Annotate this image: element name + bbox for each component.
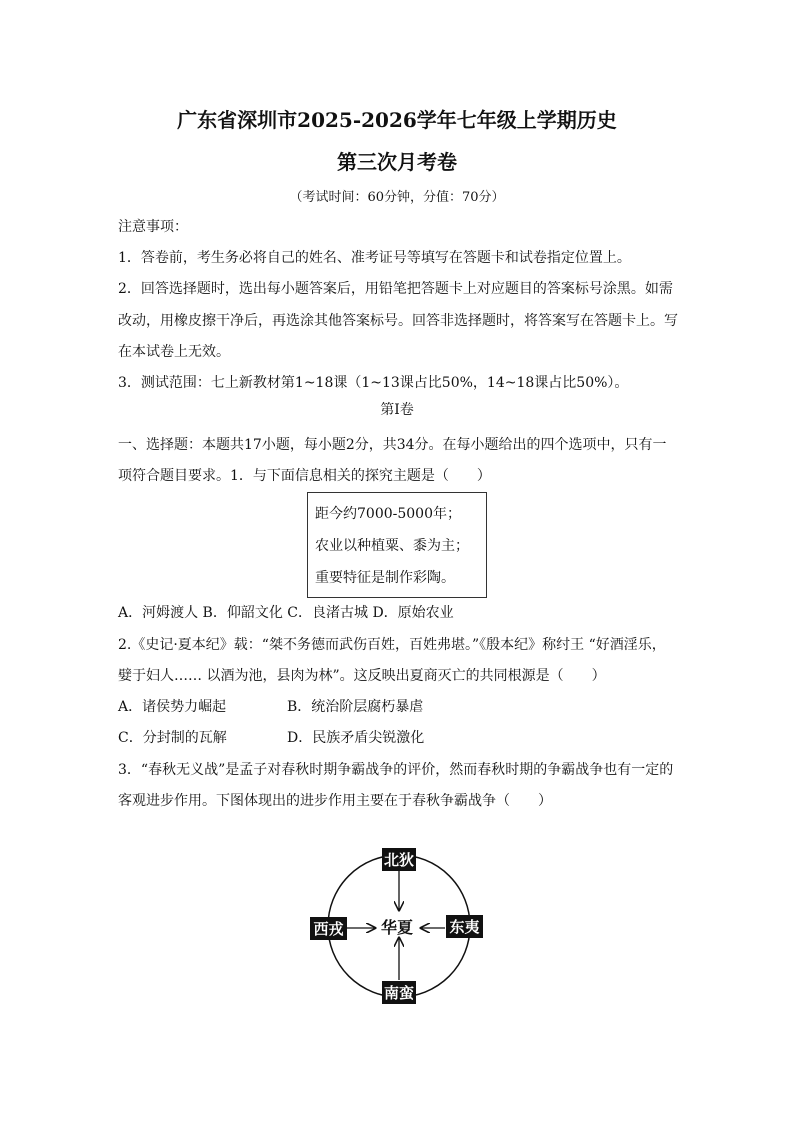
q2-option-c: C．分封制的瓦解	[118, 730, 227, 746]
label-south	[382, 981, 416, 1004]
section-instruction-line2: 项符合题目要求。1．与下面信息相关的探究主题是（ ）	[118, 468, 491, 484]
label-west-text: 西戎	[313, 920, 344, 938]
label-north-text: 北狄	[383, 851, 415, 869]
section-instruction-line1: 一、选择题：本题共17小题，每小题2分，共34分。在每小题给出的四个选项中，只有一	[118, 437, 667, 453]
q2-option-d: D．民族矛盾尖锐激化	[287, 730, 425, 746]
q1-options: A．河姆渡人 B．仰韶文化 C．良渚古城 D．原始农业	[118, 605, 454, 621]
q3-stem-line1: 3．“春秋无义战”是孟子对春秋时期争霸战争的评价，然而春秋时期的争霸战争也有一定的	[118, 762, 674, 778]
label-west	[310, 917, 347, 940]
q2-option-a: A．诸侯势力崛起	[118, 699, 227, 715]
q2-stem-line2: 嬖于妇人…… 以酒为池，县肉为林”。这反映出夏商灭亡的共同根源是（ ）	[118, 668, 606, 684]
note-item-2-line3: 在本试卷上无效。	[118, 344, 230, 360]
note-item-1: 1．答卷前，考生务必将自己的姓名、准考证号等填写在答题卡和试卷指定位置上。	[118, 250, 631, 266]
q1-info-box	[307, 492, 487, 598]
note-item-3: 3．测试范围：七上新教材第1~18课（1~13课占比50%，14~18课占比50%）。	[118, 375, 629, 391]
label-center-text: 华夏	[380, 918, 414, 937]
note-item-2-line1: 2．回答选择题时，选出每小题答案后，用铅笔把答题卡上对应题目的答案标号涂黑。如需	[118, 281, 673, 297]
q3-stem-line2: 客观进步作用。下图体现出的进步作用主要在于春秋争霸战争（ ）	[118, 793, 552, 809]
exam-info: （考试时间：60分钟，分值：70分）	[289, 190, 505, 205]
notes-heading: 注意事项：	[118, 219, 188, 235]
label-south-text: 南蛮	[383, 984, 415, 1002]
volume-label: 第Ⅰ卷	[380, 402, 414, 418]
q2-stem-line1: 2.《史记·夏本纪》载：“桀不务德而武伤百姓，百姓弗堪。”《殷本纪》称纣王 “好酒淫乐，	[118, 637, 666, 653]
exam-title-line2: 第三次月考卷	[337, 150, 457, 174]
exam-title-line1: 广东省深圳市2025-2026学年七年级上学期历史	[177, 108, 617, 132]
q3-diagram	[300, 838, 500, 1018]
q1-box-line3: 重要特征是制作彩陶。	[315, 570, 455, 586]
q1-box-line1: 距今约7000-5000年；	[315, 506, 461, 522]
q1-box-line2: 农业以种植粟、黍为主；	[315, 538, 469, 554]
label-east-text: 东夷	[449, 918, 480, 936]
q2-option-b: B．统治阶层腐朽暴虐	[287, 699, 424, 715]
label-north	[382, 848, 416, 871]
note-item-2-line2: 改动，用橡皮擦干净后，再选涂其他答案标号。回答非选择题时，将答案写在答题卡上。写	[118, 313, 678, 329]
label-east	[446, 915, 483, 938]
